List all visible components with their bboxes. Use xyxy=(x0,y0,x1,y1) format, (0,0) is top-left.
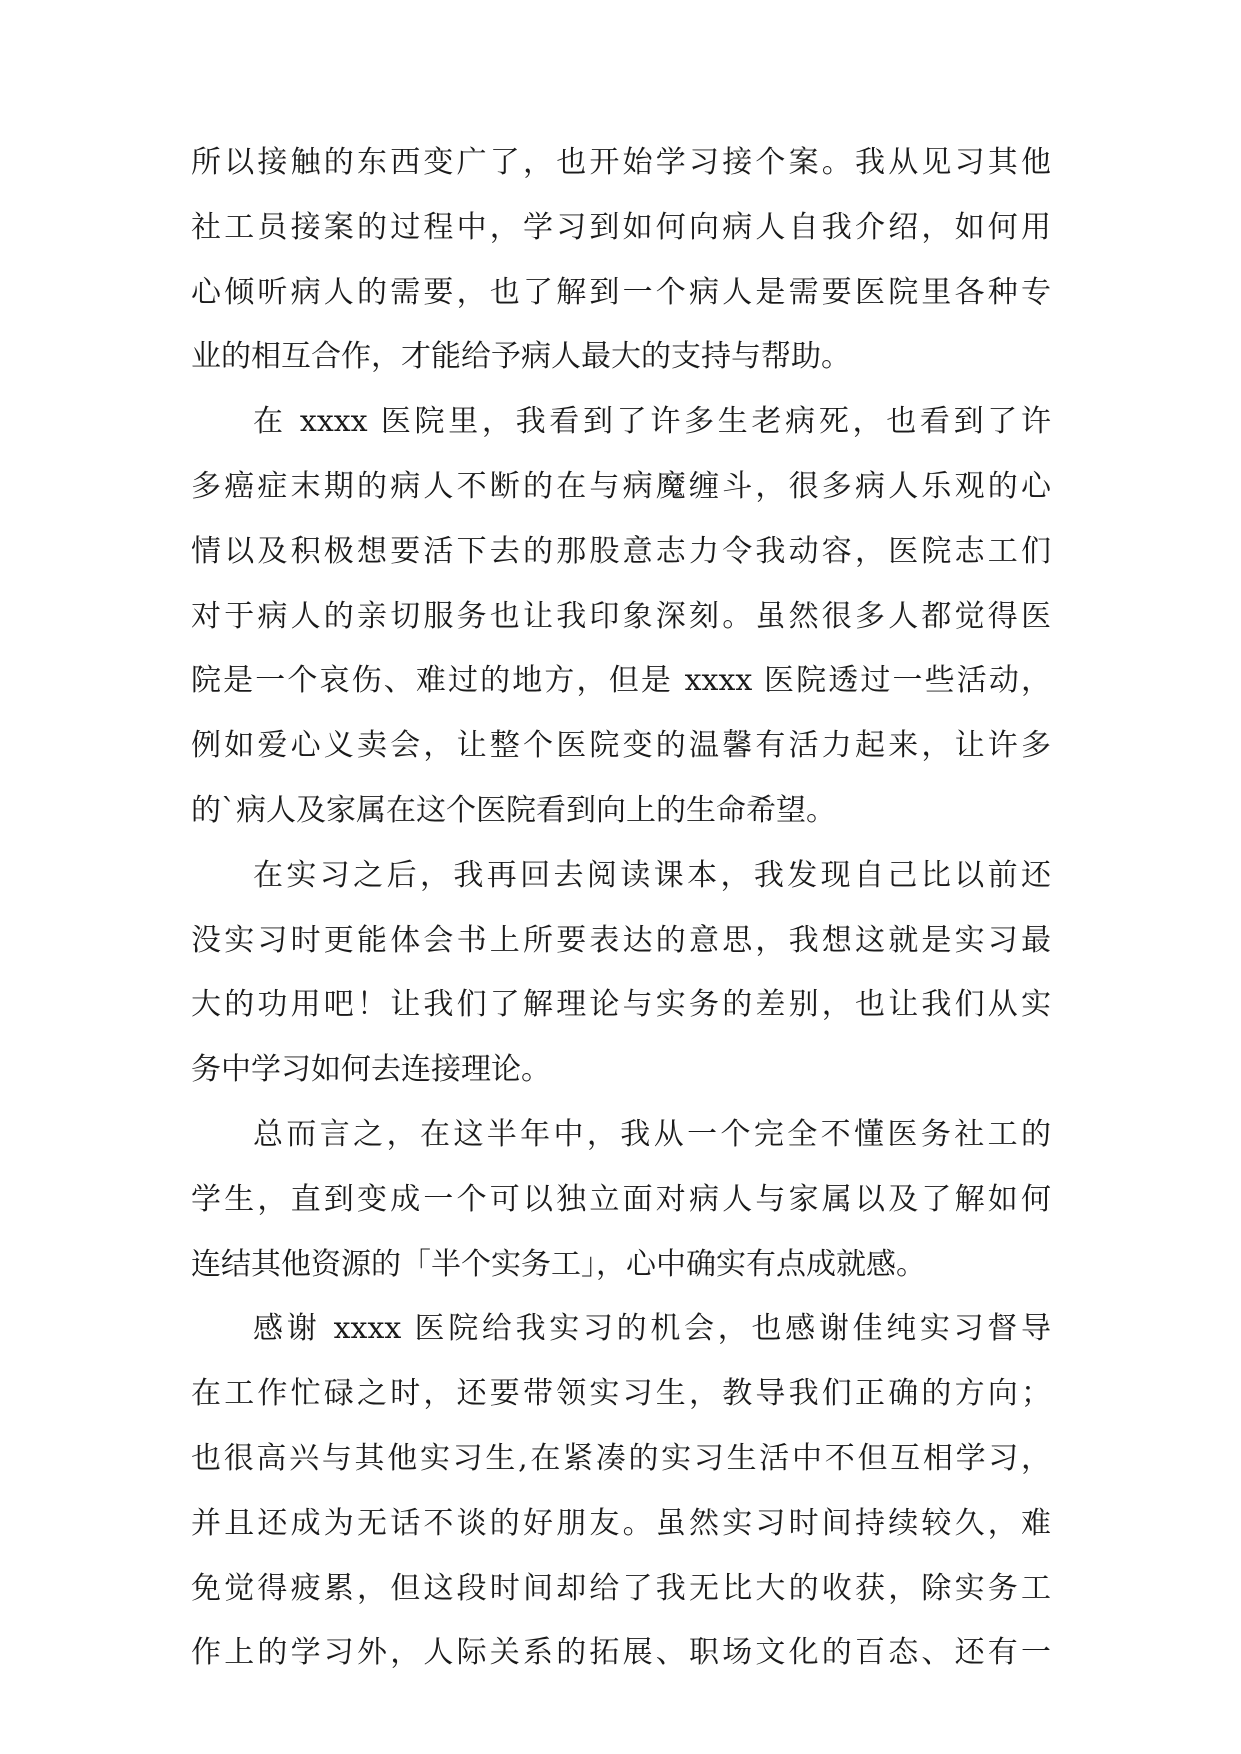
paragraph-2-line-5: 院是一个哀伤、难过的地方，但是 xxxx 医院透过一些活动， xyxy=(191,663,1051,699)
paragraph-4-line-3: 连结其他资源的「半个实务工」，心中确实有点成就感。 xyxy=(191,1246,926,1282)
paragraph-1-line-2: 社工员接案的过程中，学习到如何向病人自我介绍，如何用 xyxy=(191,209,1051,245)
paragraph-3-line-2: 没实习时更能体会书上所要表达的意思，我想这就是实习最 xyxy=(191,922,1051,958)
paragraph-5-line-1: 感谢 xxxx 医院给我实习的机会，也感谢佳纯实习督导 xyxy=(253,1311,1051,1347)
paragraph-2-line-4: 对于病人的亲切服务也让我印象深刻。虽然很多人都觉得医 xyxy=(191,598,1051,634)
paragraph-4-line-1: 总而言之，在这半年中，我从一个完全不懂医务社工的 xyxy=(253,1117,1051,1152)
paragraph-5-line-3: 也很高兴与其他实习生,在紧凑的实习生活中不但互相学习， xyxy=(191,1441,1051,1476)
paragraph-1-line-1: 所以接触的东西变广了，也开始学习接个案。我从见习其他 xyxy=(191,145,1051,180)
paragraph-1-line-3: 心倾听病人的需要，也了解到一个病人是需要医院里各种专 xyxy=(191,274,1051,310)
paragraph-5-line-2: 在工作忙碌之时，还要带领实习生，教导我们正确的方向； xyxy=(191,1376,1051,1412)
paragraph-4-line-2: 学生，直到变成一个可以独立面对病人与家属以及了解如何 xyxy=(191,1181,1051,1217)
paragraph-2-line-2: 多癌症末期的病人不断的在与病魔缠斗，很多病人乐观的心 xyxy=(191,469,1051,504)
paragraph-3-line-1: 在实习之后，我再回去阅读课本，我发现自己比以前还 xyxy=(253,857,1051,893)
paragraph-1-line-4: 业的相互合作，才能给予病人最大的支持与帮助。 xyxy=(191,339,851,375)
paragraph-2-line-3: 情以及积极想要活下去的那股意志力令我动容，医院志工们 xyxy=(191,533,1051,569)
paragraph-5-line-6: 作上的学习外，人际关系的拓展、职场文化的百态、还有一 xyxy=(191,1635,1051,1671)
paragraph-3-line-4: 务中学习如何去连接理论。 xyxy=(191,1052,551,1088)
paragraph-2-line-6: 例如爱心义卖会，让整个医院变的温馨有活力起来，让许多 xyxy=(191,728,1051,764)
paragraph-2-line-1: 在 xxxx 医院里，我看到了许多生老病死，也看到了许 xyxy=(253,404,1051,440)
paragraph-2-line-7: 的`病人及家属在这个医院看到向上的生命希望。 xyxy=(191,793,836,828)
paragraph-5-line-5: 免觉得疲累，但这段时间却给了我无比大的收获，除实务工 xyxy=(191,1570,1051,1606)
paragraph-5-line-4: 并且还成为无话不谈的好朋友。虽然实习时间持续较久，难 xyxy=(191,1505,1051,1541)
paragraph-3-line-3: 大的功用吧！让我们了解理论与实务的差别，也让我们从实 xyxy=(191,987,1051,1023)
